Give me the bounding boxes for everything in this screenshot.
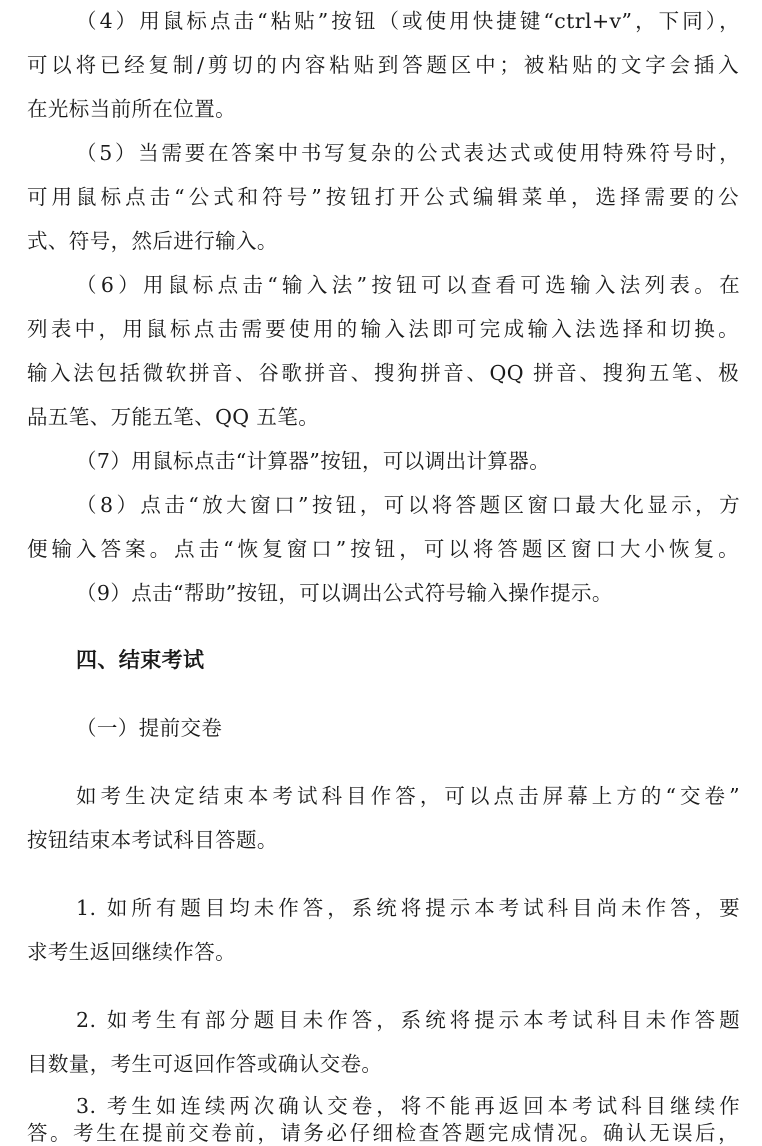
paragraph-7-line-1: （7）用鼠标点击“计算器”按钮，可以调出计算器。 — [76, 449, 551, 473]
paragraph-5-line-1: （5）当需要在答案中书写复杂的公式表达式或使用特殊符号时， — [76, 141, 740, 165]
paragraph-4-line-3: 在光标当前所在位置。 — [27, 97, 236, 121]
paragraph-5-line-2: 可用鼠标点击“公式和符号”按钮打开公式编辑菜单，选择需要的公 — [27, 185, 739, 209]
item-2-line-2: 目数量，考生可返回作答或确认交卷。 — [27, 1052, 383, 1076]
subsection-heading: （一）提前交卷 — [76, 716, 223, 740]
paragraph-8-line-1: （8）点击“放大窗口”按钮，可以将答题区窗口最大化显示，方 — [76, 493, 740, 517]
item-2-line-1: 2. 如考生有部分题目未作答，系统将提示本考试科目未作答题 — [76, 1008, 740, 1032]
paragraph-4-line-1: （4）用鼠标点击“粘贴”按钮（或使用快捷键“ctrl+v”，下同）， — [76, 9, 740, 33]
paragraph-6-line-4: 品五笔、万能五笔、QQ 五笔。 — [27, 405, 320, 429]
item-1-line-2: 求考生返回继续作答。 — [27, 940, 236, 964]
early-submit-line-1: 如考生决定结束本考试科目作答，可以点击屏幕上方的“交卷” — [76, 784, 740, 808]
item-3-line-2: 答。考生在提前交卷前，请务必仔细检查答题完成情况。确认无误后， — [27, 1121, 739, 1145]
item-3-line-1: 3. 考生如连续两次确认交卷，将不能再返回本考试科目继续作 — [76, 1094, 740, 1118]
section-heading: 四、结束考试 — [76, 648, 205, 672]
paragraph-9-line-1: （9）点击“帮助”按钮，可以调出公式符号输入操作提示。 — [76, 581, 613, 605]
early-submit-line-2: 按钮结束本考试科目答题。 — [27, 828, 278, 852]
paragraph-4-line-2: 可以将已经复制/剪切的内容粘贴到答题区中；被粘贴的文字会插入 — [27, 53, 739, 77]
paragraph-8-line-2: 便输入答案。点击“恢复窗口”按钮，可以将答题区窗口大小恢复。 — [27, 537, 739, 561]
paragraph-6-line-3: 输入法包括微软拼音、谷歌拼音、搜狗拼音、QQ 拼音、搜狗五笔、极 — [27, 361, 739, 385]
item-1-line-1: 1. 如所有题目均未作答，系统将提示本考试科目尚未作答，要 — [76, 896, 740, 920]
paragraph-6-line-2: 列表中，用鼠标点击需要使用的输入法即可完成输入法选择和切换。 — [27, 317, 739, 341]
paragraph-5-line-3: 式、符号，然后进行输入。 — [27, 229, 278, 253]
paragraph-6-line-1: （6）用鼠标点击“输入法”按钮可以查看可选输入法列表。在 — [76, 273, 740, 297]
